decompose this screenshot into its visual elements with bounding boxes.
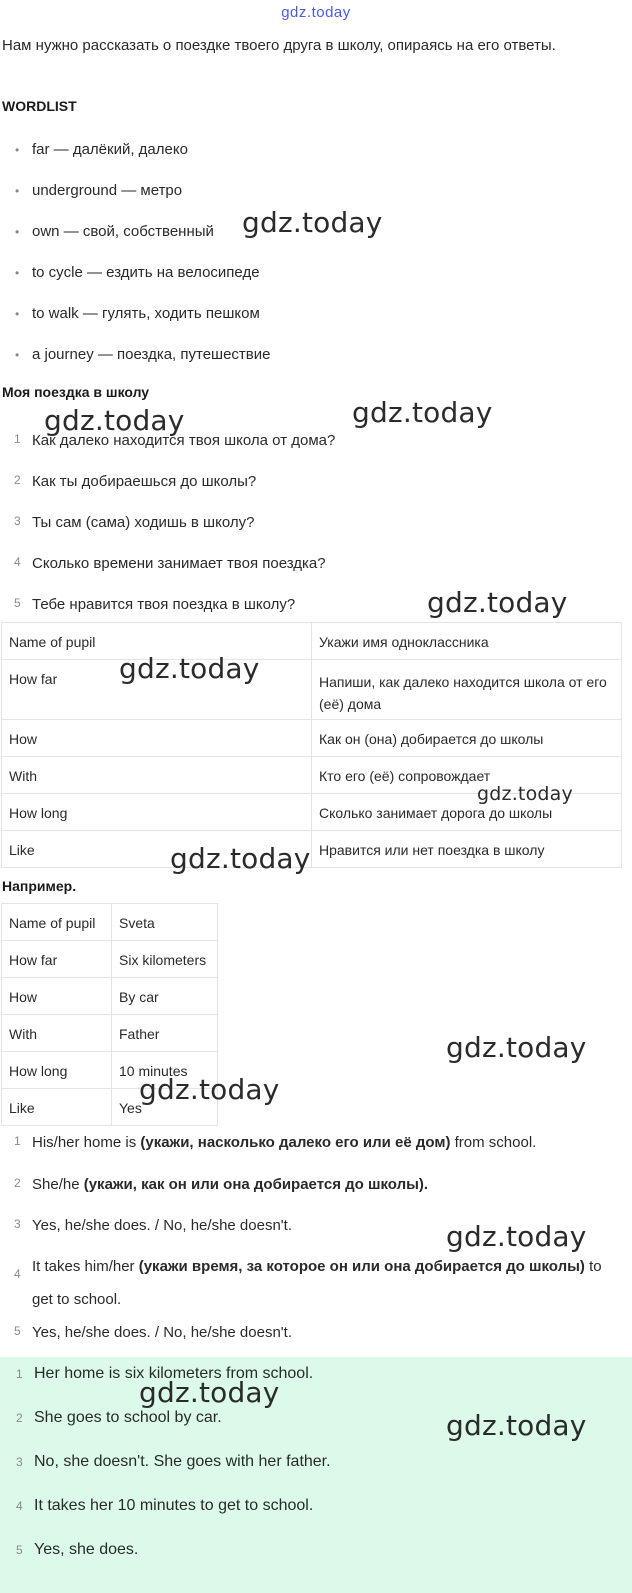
item-number: 3 (16, 1455, 23, 1469)
list-item (16, 1541, 331, 1585)
item-number: 4 (14, 1267, 21, 1281)
item-hint: (укажи, насколько далеко его или её дом) (140, 1134, 451, 1151)
wordlist-title: WORDLIST (2, 98, 77, 114)
list-item: • to walk — гулять, ходить пешком (12, 304, 271, 345)
watermark: gdz.today (446, 1031, 587, 1064)
item-number: 1 (14, 432, 21, 446)
example-title: Например. (2, 878, 77, 894)
watermark: gdz.today (477, 783, 573, 805)
table-cell: Кто его (её) сопровождает (312, 757, 622, 794)
item-text: Как ты добираешься до школы? (32, 473, 257, 490)
item-text: No, she doesn't. She goes with her father. (34, 1453, 331, 1470)
watermark: gdz.today (139, 1073, 280, 1106)
item-number: 5 (14, 596, 21, 610)
item-number: 2 (14, 1176, 21, 1190)
item-text: to get to school. (32, 1258, 602, 1308)
table-cell: Как он (она) добирается до школы (312, 720, 622, 757)
item-number: 3 (14, 514, 21, 528)
table-row (2, 831, 622, 868)
table-cell: Yes (112, 1089, 218, 1126)
item-number: 4 (14, 555, 21, 569)
table-cell: How far (2, 941, 112, 978)
list-item (16, 1453, 331, 1497)
list-item: • a journey — поездка, путешествие (12, 345, 271, 386)
item-text: It takes him/her (32, 1258, 139, 1275)
item-number: 1 (14, 1134, 21, 1148)
item-text: She goes to school by car. (34, 1409, 222, 1426)
watermark: gdz.today (427, 586, 568, 619)
watermark: gdz.today (352, 396, 493, 429)
item-text: Тебе нравится твоя поездка в школу? (32, 596, 296, 613)
pupil-table (1, 622, 622, 868)
item-text: She/he (32, 1176, 84, 1193)
table-cell: Six kilometers (112, 941, 218, 978)
watermark: gdz.today (170, 842, 311, 875)
item-number: 2 (16, 1411, 23, 1425)
table-cell: Укажи имя одноклассника (312, 623, 622, 660)
site-logo[interactable]: gdz.today (281, 4, 351, 21)
watermark: gdz.today (119, 652, 260, 685)
list-item: • underground — метро (12, 181, 271, 222)
list-item: • far — далёкий, далеко (12, 140, 271, 181)
item-hint: (укажи время, за которое он или она добирается до школы) (138, 1258, 585, 1275)
table-cell: How far (2, 660, 312, 720)
intro-text: Нам нужно рассказать о поездке твоего друга в школу, опираясь на его ответы. (2, 37, 556, 54)
watermark: gdz.today (139, 1376, 280, 1409)
table-cell: Сколько занимает дорога до школы (312, 794, 622, 831)
table-cell: How long (2, 794, 312, 831)
watermark: gdz.today (446, 1220, 587, 1253)
item-text: Как далеко находится твоя школа от дома? (32, 432, 336, 449)
item-hint: (укажи, как он или она добирается до школы). (83, 1176, 429, 1193)
watermark: gdz.today (44, 404, 185, 437)
table-row (2, 720, 622, 757)
table-cell: By car (112, 978, 218, 1015)
item-number: 4 (16, 1499, 23, 1513)
table-cell: How (2, 720, 312, 757)
wordlist (12, 140, 271, 386)
list-item (14, 1134, 614, 1176)
item-text: Yes, he/she does. / No, he/she doesn't. (32, 1324, 292, 1341)
trip-title: Моя поездка в школу (2, 384, 150, 400)
item-number: 1 (16, 1367, 23, 1381)
table-cell: Name of pupil (2, 623, 312, 660)
table-row (2, 978, 218, 1015)
list-item (16, 1497, 331, 1541)
item-text: It takes her 10 minutes to get to school. (34, 1497, 314, 1514)
answers-block (0, 1357, 632, 1593)
table-cell: Father (112, 1015, 218, 1052)
list-item (14, 432, 335, 473)
list-item (14, 555, 335, 596)
list-item (14, 473, 335, 514)
list-item (14, 1250, 614, 1324)
table-row (2, 1015, 218, 1052)
table-cell: 10 minutes (112, 1052, 218, 1089)
table-cell: Sveta (112, 904, 218, 941)
table-cell: Напиши, как далеко находится школа от его (её) дома (312, 660, 622, 720)
item-number: 3 (14, 1217, 21, 1231)
item-text: from school. (450, 1134, 537, 1151)
item-text: Yes, he/she does. / No, he/she doesn't. (32, 1217, 292, 1234)
item-number: 2 (14, 473, 21, 487)
trip-questions (14, 432, 335, 637)
table-cell: With (2, 757, 312, 794)
table-row (2, 904, 218, 941)
watermark: gdz.today (446, 1409, 587, 1442)
table-cell: Нравится или нет поездка в школу (312, 831, 622, 868)
item-text: Сколько времени занимает твоя поездка? (32, 555, 326, 572)
list-item (14, 514, 335, 555)
table-cell: How (2, 978, 112, 1015)
table-cell: Like (2, 1089, 112, 1126)
table-cell: With (2, 1015, 112, 1052)
table-cell: Name of pupil (2, 904, 112, 941)
list-item: • to cycle — ездить на велосипеде (12, 263, 271, 304)
item-text: His/her home is (32, 1134, 141, 1151)
list-item (14, 1176, 614, 1217)
watermark: gdz.today (242, 206, 383, 239)
list-item (16, 1409, 331, 1453)
table-row (2, 941, 218, 978)
table-row (2, 660, 622, 720)
item-number: 5 (14, 1324, 21, 1338)
item-text: Her home is six kilometers from school. (34, 1365, 314, 1382)
table-row (2, 623, 622, 660)
item-number: 5 (16, 1543, 23, 1557)
table-cell: Like (2, 831, 312, 868)
table-cell: How long (2, 1052, 112, 1089)
list-item: • own — свой, собственный (12, 222, 271, 263)
item-text: Ты сам (сама) ходишь в школу? (32, 514, 255, 531)
item-text: Yes, she does. (34, 1541, 139, 1558)
